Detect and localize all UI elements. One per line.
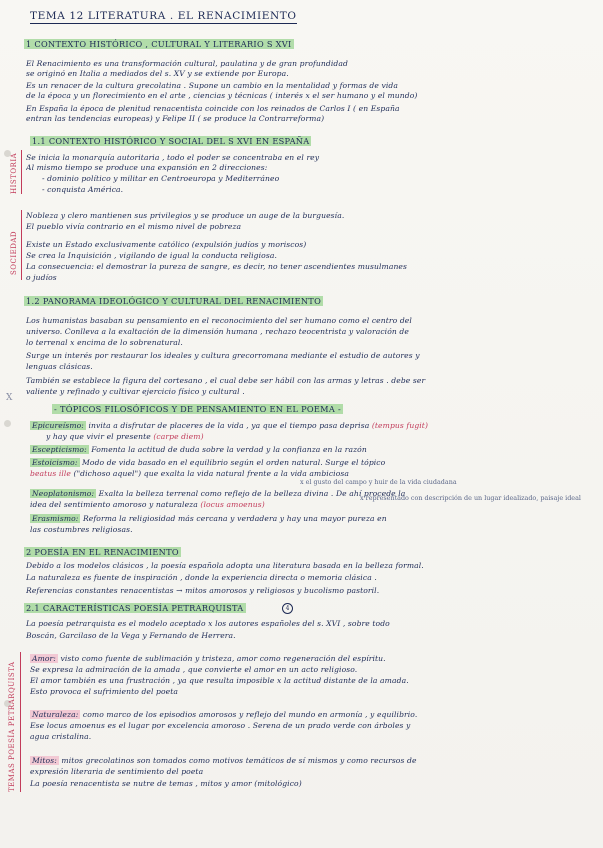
topic-text: y hay que vivir el presente <box>46 432 151 441</box>
side-label-temas: TEMAS POESÍA PETRARQUISTA <box>8 661 16 792</box>
text-line: - conquista América. <box>42 185 124 194</box>
section-1-2-heading <box>24 296 323 306</box>
punch-hole <box>4 420 11 427</box>
topic-line <box>46 432 585 441</box>
text-line: En España la época de plenitud renacentista coincide con los reinados de Carlos I ( en España <box>26 104 400 113</box>
petrarch-line: agua cristalina. <box>30 732 92 741</box>
text-line: Boscán, Garcilaso de la Vega y Fernando de Herrera. <box>26 631 236 640</box>
section-1-1-heading-text: 1.1 CONTEXTO HISTÓRICO Y SOCIAL DEL S XVI EN ESPAÑA <box>32 136 310 146</box>
petrarch-text: mitos grecolatinos son tomados como motivos temáticos de sí mismos y como recursos de <box>61 756 417 765</box>
topic-latin: (tempus fugit) <box>371 421 429 430</box>
topic-line <box>30 421 585 430</box>
topic-text: las costumbres religiosas. <box>30 525 133 534</box>
topic-text: Reforma la religiosidad más cercana y verdadera y hay una mayor pureza en <box>82 514 387 523</box>
topic-name: beatus ille <box>30 469 72 478</box>
page-title: TEMA 12 LITERATURA . EL RENACIMIENTO <box>30 10 297 22</box>
topic-line <box>30 458 585 467</box>
petrarch-line: La poesía renacentista se nutre de temas , mitos y amor (mitológico) <box>30 779 302 788</box>
text-line: de la época y un florecimiento en el arte , ciencias y técnicas ( interés x el ser humano y el mundo) <box>26 91 418 100</box>
text-line: Se crea la Inquisición , vigilando de igual la conducta religiosa. <box>26 251 277 260</box>
text-line: Debido a los modelos clásicos , la poesía española adopta una literatura basada en la belleza formal. <box>26 561 424 570</box>
topic-text: Exalta la belleza terrenal como reflejo de la belleza divina . De ahí procede la <box>98 489 406 498</box>
section-1-1-heading <box>30 136 311 146</box>
topic-text: idea del sentimiento amoroso y naturaleza <box>30 500 198 509</box>
topic-name: Escepticismo: <box>32 445 87 454</box>
text-line: entran las tendencias europeas) y Felipe II ( se produce la Contrarreforma) <box>26 114 325 123</box>
text-line: Al mismo tiempo se produce una expansión en 2 direcciones: <box>26 163 268 172</box>
text-line: lo terrenal x encima de lo sobrenatural. <box>26 338 183 347</box>
section-2-1-heading-text: 2.1 CARACTERÍSTICAS POESÍA PETRARQUISTA <box>26 603 244 613</box>
text-line: La consecuencia: el demostrar la pureza de sangre, es decir, no tener ascendientes musulmanes <box>26 262 408 271</box>
petrarch-line: Se expresa la admiración de la amada , que convierte el amor en un acto religioso. <box>30 665 358 674</box>
text-line: o judíos <box>26 273 57 282</box>
topic-text: Fomenta la actitud de duda sobre la verdad y la confianza en la razón <box>91 445 367 454</box>
topic-text: invita a disfrutar de placeres de la vida , ya que el tiempo pasa deprisa <box>88 421 370 430</box>
petrarch-line: Esto provoca el sufrimiento del poeta <box>30 687 179 696</box>
text-line: Referencias constantes renacentistas → mitos amorosos y religiosos y bucolismo pastoril. <box>26 586 380 595</box>
text-line: Nobleza y clero mantienen sus privilegios y se produce un auge de la burguesía. <box>26 211 345 220</box>
petrarch-topic: Mitos: <box>32 756 57 765</box>
text-line: se originó en Italia a mediados del s. XV y se extiende por Europa. <box>26 69 289 78</box>
petrarch-line <box>30 654 585 663</box>
bracket-temas <box>20 652 25 792</box>
topic-text: Modo de vida basado en el equilibrio según el orden natural. Surge el tópico <box>82 458 386 467</box>
topic-note: x representado con descripción de un lugar idealizado, paisaje ideal <box>360 494 581 502</box>
margin-x-mark: X <box>6 393 13 403</box>
topic-note: x el gusto del campo y huir de la vida ciudadana <box>300 478 457 486</box>
text-line: valiente y refinado y cultivar ejercicio físico y cultural . <box>26 387 245 396</box>
topic-latin: (locus amoenus) <box>200 500 265 509</box>
petrarch-topic: Naturaleza: <box>32 710 79 719</box>
text-line: universo. Conlleva a la exaltación de la dimensión humana , rechazo teocentrista y valoración de <box>26 327 409 336</box>
petrarch-line: expresión literaria de sentimiento del poeta <box>30 767 204 776</box>
topic-name: Estoicismo: <box>32 458 78 467</box>
text-line: Surge un interés por restaurar los ideales y cultura grecorromana mediante el estudio de autores y <box>26 351 420 360</box>
petrarch-line: El amor también es una frustración , ya que resulta imposible x la actitud distante de la amada. <box>30 676 409 685</box>
topic-name: Epicureísmo: <box>32 421 84 430</box>
petrarch-line <box>30 756 585 765</box>
topics-heading <box>52 404 343 414</box>
text-line: La poesía petrarquista es el modelo aceptado x los autores españoles del s. XVI , sobre todo <box>26 619 390 628</box>
text-line: El Renacimiento es una transformación cultural, paulatina y de gran profundidad <box>26 59 348 68</box>
circled-number-icon: 4 <box>282 603 293 614</box>
topic-text: ("dichoso aquel") que exalta la vida natural frente a la vida ambiciosa <box>73 469 349 478</box>
text-line: Se inicia la monarquía autoritaria , todo el poder se concentraba en el rey <box>26 153 320 162</box>
section-1-heading <box>24 39 294 49</box>
side-label-historia: HISTORIA <box>10 152 18 194</box>
side-label-sociedad: SOCIEDAD <box>10 230 18 275</box>
petrarch-topic: Amor: <box>32 654 56 663</box>
topic-line <box>30 514 585 523</box>
topic-latin: (carpe diem) <box>153 432 204 441</box>
text-line: El pueblo vivía contrario en el mismo nivel de pobreza <box>26 222 242 231</box>
section-2-heading <box>24 547 181 557</box>
section-2-1-heading <box>24 603 246 613</box>
topic-line <box>30 525 585 534</box>
petrarch-line <box>30 710 585 719</box>
topic-line <box>30 469 585 478</box>
text-line: Los humanistas basaban su pensamiento en el reconocimiento del ser humano como el centro del <box>26 316 412 325</box>
text-line: - dominio político y militar en Centroeuropa y Mediterráneo <box>42 174 280 183</box>
text-line: lenguas clásicas. <box>26 362 93 371</box>
topics-heading-text: - TÓPICOS FILOSÓFICOS Y DE PENSAMIENTO EN EL POEMA - <box>54 404 342 414</box>
section-1-heading-text: 1 CONTEXTO HISTÓRICO , CULTURAL Y LITERARIO S XVI <box>26 39 292 49</box>
topic-name: Neoplatonismo: <box>32 489 95 498</box>
topic-name: Erasmismo: <box>32 514 79 523</box>
text-line: La naturaleza es fuente de inspiración , donde la experiencia directa o memoria clásica . <box>26 573 377 582</box>
petrarch-text: como marco de los episodios amorosos y reflejo del mundo en armonía , y equilibrio. <box>82 710 418 719</box>
text-line: Es un renacer de la cultura grecolatina . Supone un cambio en la mentalidad y formas de vida <box>26 81 398 90</box>
petrarch-text: visto como fuente de sublimación y tristeza, amor como regeneración del espíritu. <box>60 654 386 663</box>
text-line: También se establece la figura del cortesano , el cual debe ser hábil con las armas y letras . debe ser <box>26 376 426 385</box>
section-2-heading-text: 2 POESÍA EN EL RENACIMIENTO <box>26 547 179 557</box>
text-line: Existe un Estado exclusivamente católico (expulsión judíos y moriscos) <box>26 240 307 249</box>
section-1-2-heading-text: 1.2 PANORAMA IDEOLÓGICO Y CULTURAL DEL RENACIMIENTO <box>26 296 322 306</box>
topic-line <box>30 445 585 454</box>
petrarch-line: Ese locus amoenus es el lugar por excelencia amoroso . Serena de un prado verde con árboles y <box>30 721 411 730</box>
